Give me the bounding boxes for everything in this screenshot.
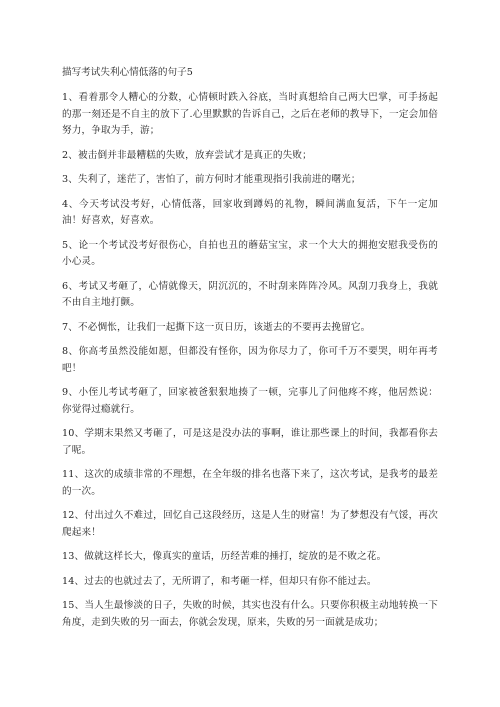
- paragraph-2: 2、被击倒并非最糟糕的失败，放弃尝试才是真正的失败；: [62, 149, 312, 161]
- paragraph-8: 8、你高考虽然没能如愿，但都没有怪你，因为你尽力了，你可千万不要哭，明年再考吧！: [62, 346, 438, 374]
- paragraph-9: 9、小侄儿考试考砸了，回家被爸狠狠地揍了一顿，完事儿了问他疼不疼，他居然说：你觉得过瘾就行。: [62, 387, 438, 415]
- paragraph-6: 6、考试又考砸了，心情就像天，阴沉沉的，不时刮来阵阵冷风。风刮刀我身上，我就不由自主地打颤。: [62, 280, 438, 308]
- paragraph-12: 12、付出过久不难过，回忆自己这段经历，这是人生的财富！为了梦想没有气馁，再次爬起来！: [62, 510, 438, 538]
- document-body: [62, 66, 438, 639]
- paragraph-13: 13、做就这样长大，像真实的童话，历经苦难的捶打，绽放的是不败之花。: [62, 551, 387, 562]
- paragraph-3: 3、失利了，迷茫了，害怕了，前方何时才能重现指引我前进的曙光；: [62, 174, 361, 185]
- paragraph-11: 11、这次的成绩非常的不理想，在全年级的排名也落下来了，这次考试，是我考的最差的一次。: [62, 469, 438, 497]
- paragraph-7: 7、不必惆怅，让我们一起撕下这一页日历，该逝去的不要再去挽留它。: [62, 321, 371, 333]
- paragraph-4: 4、今天考试没考好，心情低落，回家收到蹲妈的礼物，瞬间满血复活，下午一定加油！好喜欢，好喜欢。: [62, 198, 438, 226]
- document-title: 描写考试失利心情低落的句子5: [62, 67, 193, 78]
- paragraph-15: 15、当人生最惨淡的日子，失败的时候，其实也没有什么。只要你积极主动地转换一下角度，走到失败的另一面去，你就会发现，原来，失败的另一面就是成功；: [62, 600, 438, 628]
- paragraph-5: 5、论一个考试没考好很伤心，自拍也丑的蘑菇宝宝，求一个大大的拥抱安慰我受伤的小心灵。: [62, 239, 438, 267]
- paragraph-10: 10、学期末果然又考砸了，可是这是没办法的事啊，谁让那些课上的时间，我都看你去了呢。: [62, 428, 438, 456]
- paragraph-14: 14、过去的也就过去了，无所谓了，和考砸一样，但却只有你不能过去。: [62, 575, 377, 587]
- paragraph-1: 1、看着那令人糟心的分数，心情顿时跌入谷底，当时真想给自己两大巴掌，可手扬起的那一刻还是不自主的放下了.心里默默的告诉自己，之后在老师的教导下，一定会加倍努力，争取为手，游；: [62, 92, 438, 136]
